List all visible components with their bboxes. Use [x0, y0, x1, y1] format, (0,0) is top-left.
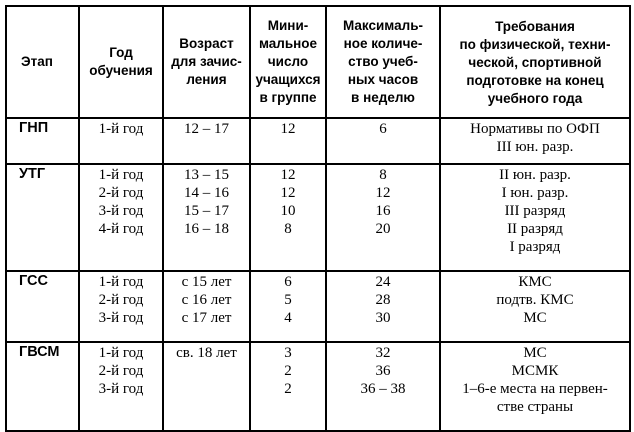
req-value: МС — [523, 310, 547, 326]
header-age-line: Возраст — [179, 36, 234, 51]
min-value: 12 — [280, 185, 296, 201]
age-value: с 17 лет — [181, 310, 232, 326]
min-value: 4 — [284, 310, 292, 326]
max-value: 16 — [375, 203, 391, 219]
year-value: 1-й год — [98, 167, 144, 183]
table-row — [6, 164, 630, 271]
req-value: III разряд — [504, 203, 566, 219]
min-cell — [250, 118, 326, 164]
max-value: 36 – 38 — [360, 381, 406, 397]
year-value: 1-й год — [98, 345, 144, 361]
req-value: III юн. разр. — [496, 139, 574, 155]
year-value: 3-й год — [98, 381, 144, 397]
age-value: св. 18 лет — [176, 345, 237, 361]
req-value: подтв. КМС — [496, 292, 574, 308]
year-value: 2-й год — [98, 292, 144, 308]
stage-cell: УТГ — [6, 164, 79, 271]
age-cell — [163, 342, 250, 431]
header-age — [163, 6, 250, 118]
min-cell — [250, 271, 326, 342]
header-req-line: учебного года — [487, 91, 583, 106]
max-value: 12 — [375, 185, 391, 201]
age-cell — [163, 271, 250, 342]
header-max-line: ных часов — [347, 72, 419, 87]
age-cell — [163, 164, 250, 271]
year-cell — [79, 118, 163, 164]
header-row — [6, 6, 630, 118]
year-value: 2-й год — [98, 185, 144, 201]
header-year-line: Год — [109, 45, 133, 60]
age-value: с 16 лет — [181, 292, 232, 308]
min-value: 2 — [284, 381, 292, 397]
min-cell — [250, 164, 326, 271]
header-req-line: подготовке на конец — [466, 73, 604, 88]
min-value: 10 — [280, 203, 296, 219]
req-value: I юн. разр. — [501, 185, 569, 201]
year-value: 3-й год — [98, 310, 144, 326]
year-cell — [79, 271, 163, 342]
max-cell — [326, 118, 440, 164]
req-value: 1–6-е места на первен- — [462, 381, 608, 397]
header-req-line: ческой, спортивной — [468, 55, 602, 70]
header-req-line: Требования — [495, 19, 575, 34]
min-value: 12 — [280, 121, 296, 137]
header-max-hours — [326, 6, 440, 118]
year-value: 3-й год — [98, 203, 144, 219]
header-max-line: ство учеб- — [348, 54, 418, 69]
min-value: 12 — [280, 167, 296, 183]
req-cell — [440, 118, 630, 164]
req-value: МС — [523, 345, 547, 361]
req-cell — [440, 271, 630, 342]
year-value: 4-й год — [98, 221, 144, 237]
req-value: КМС — [518, 274, 552, 290]
max-value: 36 — [375, 363, 391, 379]
req-value: стве страны — [496, 399, 574, 415]
stage-cell: ГНП — [6, 118, 79, 164]
table-row — [6, 118, 630, 164]
max-cell — [326, 164, 440, 271]
age-value: 12 – 17 — [184, 121, 229, 137]
header-max-line: ное количе- — [343, 36, 423, 51]
req-value: Нормативы по ОФП — [470, 121, 600, 137]
req-cell — [440, 342, 630, 431]
age-value: 16 – 18 — [184, 221, 229, 237]
header-max-line: в неделю — [351, 90, 415, 105]
max-value: 32 — [375, 345, 391, 361]
header-requirements — [440, 6, 630, 118]
max-value: 8 — [379, 167, 387, 183]
max-value: 6 — [379, 121, 387, 137]
req-value: II юн. разр. — [499, 167, 571, 183]
age-cell — [163, 118, 250, 164]
year-value: 1-й год — [98, 121, 144, 137]
header-max-line: Максималь- — [343, 18, 423, 33]
header-year-line: обучения — [89, 63, 153, 78]
header-stage: Этап — [6, 6, 79, 118]
header-min-line: учащихся — [255, 72, 321, 87]
year-cell — [79, 342, 163, 431]
min-value: 8 — [284, 221, 292, 237]
age-value: 14 – 16 — [184, 185, 229, 201]
header-year — [79, 6, 163, 118]
req-cell — [440, 164, 630, 271]
year-cell — [79, 164, 163, 271]
max-cell — [326, 271, 440, 342]
table-row — [6, 342, 630, 431]
min-value: 2 — [284, 363, 292, 379]
year-value: 2-й год — [98, 363, 144, 379]
header-min-line: мальное — [258, 36, 318, 51]
stage-cell: ГВСМ — [6, 342, 79, 431]
min-value: 6 — [284, 274, 292, 290]
max-value: 20 — [375, 221, 391, 237]
min-value: 3 — [284, 345, 292, 361]
header-min-line: Мини- — [267, 18, 309, 33]
min-cell — [250, 342, 326, 431]
header-min-line: число — [267, 54, 309, 69]
year-value: 1-й год — [98, 274, 144, 290]
header-age-line: для зачис- — [171, 54, 242, 69]
max-value: 30 — [375, 310, 391, 326]
req-value: II разряд — [507, 221, 563, 237]
header-age-line: ления — [186, 72, 227, 87]
min-value: 5 — [284, 292, 292, 308]
max-value: 28 — [375, 292, 391, 308]
table-row — [6, 271, 630, 342]
header-min-group — [250, 6, 326, 118]
age-value: 13 – 15 — [184, 167, 229, 183]
age-value: с 15 лет — [181, 274, 232, 290]
req-value: I разряд — [509, 239, 561, 255]
max-value: 24 — [375, 274, 391, 290]
header-req-line: по физической, техни- — [459, 37, 611, 52]
age-value: 15 – 17 — [184, 203, 229, 219]
header-min-line: в группе — [259, 90, 317, 105]
max-cell — [326, 342, 440, 431]
stage-cell: ГСС — [6, 271, 79, 342]
training-stages-table — [5, 5, 631, 432]
req-value: МСМК — [511, 363, 559, 379]
